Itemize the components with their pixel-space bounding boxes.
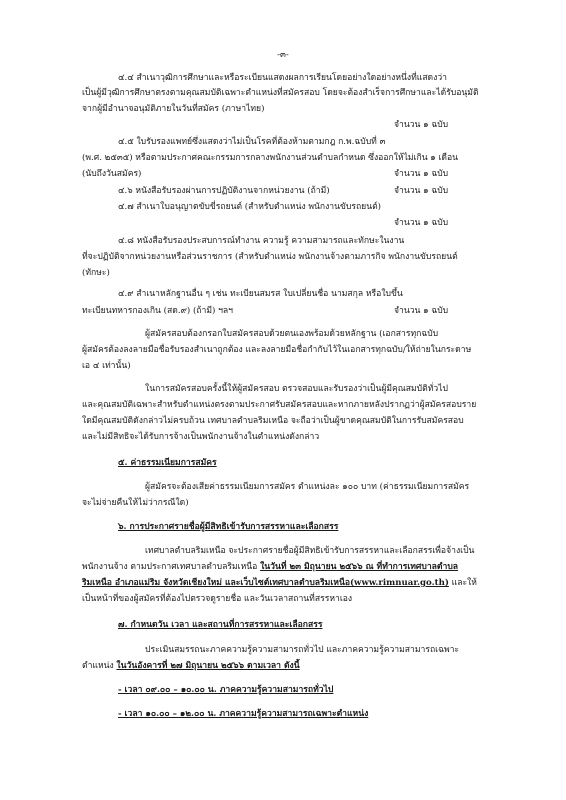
item-4-7-line-1: ๔.๗ สำเนาใบอนุญาตขับขี่รถยนต์ (สำหรับตำแหน่ง พนักงานขับรถยนต์) (118, 202, 382, 212)
item-4-9-line-2: ทะเบียนทหารกองเกิน (สด.๙) (ถ้ามี) ฯลฯ (82, 306, 233, 316)
section-5-heading: ๕. ค่าธรรมเนียมการสมัคร (118, 458, 217, 468)
section-7-line-1: ประเมินสมรรถนะภาคความรู้ความสามารถทั่วไป และภาคความรู้ความสามารถเฉพาะ (145, 645, 460, 655)
section-6-line-2-text: พนักงานจ้าง ตามประกาศเทศบาลตำบลริมเหนือ (82, 562, 258, 572)
item-4-4-count: จำนวน ๑ ฉบับ (394, 120, 449, 130)
item-4-9-count: จำนวน ๑ ฉบับ (394, 306, 449, 316)
item-4-7-count: จำนวน ๑ ฉบับ (394, 218, 449, 228)
verify-paragraph-line-4: และไม่มีสิทธิจะได้รับการจ้างเป็นพนักงานจ้างในตำแหน่งดังกล่าว (82, 432, 320, 442)
item-4-4-line-2: เป็นผู้มีวุฒิการศึกษาตรงตามคุณสมบัติเฉพาะตำแหน่งที่สมัครสอบ โดยจะต้องสำเร็จการศึกษาและได้รับอนุมัติ (82, 88, 479, 98)
section-5-line-2: จะไม่จ่ายคืนให้ไม่ว่ากรณีใด) (82, 498, 189, 508)
exam-date: ในวันอังคารที่ ๒๗ มิถุนายน ๒๕๖๖ ตามเวลา ดังนี้ (116, 661, 300, 671)
verify-paragraph-line-3: ใดมีคุณสมบัติดังกล่าวไม่ครบถ้วน เทศบาลตำบลริมเหนือ จะถือว่าเป็นผู้ขาดคุณสมบัติในการรับสมัครสอบ (82, 416, 464, 426)
section-5-line-1: ผู้สมัครจะต้องเสียค่าธรรมเนียมการสมัคร ตำแหน่งละ ๑๐๐ บาท (ค่าธรรมเนียมการสมัคร (145, 482, 470, 492)
item-4-5-line-2: (พ.ศ. ๒๕๓๕) หรือตามประกาศคณะกรรมการกลางพนักงานส่วนตำบลกำหนด ซึ่งออกให้ไม่เกิน ๑ เดือน (82, 153, 459, 163)
docs-paragraph-line-3: เอ ๔ เท่านั้น) (82, 361, 131, 371)
section-6-line-3 (82, 578, 477, 589)
section-6-line-3-text: และให้ (448, 578, 477, 588)
item-4-6-line-1: ๔.๖ หนังสือรับรองผ่านการปฏิบัติงานจากหน่วยงาน (ถ้ามี) (118, 186, 330, 196)
announcement-date: ในวันที่ ๒๓ มิถุนายน ๒๕๖๖ ณ ที่ทำการเทศบาลตำบล (260, 562, 459, 572)
verify-paragraph-line-1: ในการสมัครสอบครั้งนี้ให้ผู้สมัครสอบ ตรวจสอบและรับรองว่าเป็นผู้มีคุณสมบัติทั่วไป (145, 384, 448, 394)
item-4-4-line-3: จากผู้มีอำนาจอนุมัติภายในวันที่สมัคร (ภาษาไทย) (82, 104, 265, 114)
item-4-6-count: จำนวน ๑ ฉบับ (394, 186, 449, 196)
schedule-item: - เวลา ๐๙.๐๐ – ๑๐.๐๐ น. ภาคความรู้ความสามารถทั่วไป (118, 685, 334, 695)
section-7-line-2-text: ตำแหน่ง (82, 661, 117, 671)
docs-paragraph-line-2: ผู้สมัครต้องลงลายมือชื่อรับรองสำเนาถูกต้อง และลงลายมือชื่อกำกับไว้ในเอกสารทุกฉบับ/ให้ถ่ายในกระดาษ (82, 345, 472, 355)
section-7-heading: ๗. กำหนดวัน เวลา และสถานที่การสรรหาและเลือกสรร (118, 620, 323, 630)
schedule-item: - เวลา ๑๐.๐๐ – ๑๒.๐๐ น. ภาคความรู้ความสามารถเฉพาะตำแหน่ง (118, 709, 369, 719)
docs-paragraph-line-1: ผู้สมัครสอบต้องกรอกใบสมัครสอบด้วยตนเองพร้อมด้วยหลักฐาน (เอกสารทุกฉบับ (145, 329, 439, 339)
page-number: -๓- (277, 50, 289, 60)
verify-paragraph-line-2: และคุณสมบัติเฉพาะสำหรับตำแหน่งตรงตามประกาศรับสมัครสอบและหากภายหลังปรากฏว่าผู้สมัครสอบราย (82, 400, 477, 410)
item-4-8-line-1: ๔.๘ หนังสือรับรองประสบการณ์ทำงาน ความรู้ ความสามารถและทักษะในงาน (118, 236, 405, 246)
item-4-8-line-2: ที่จะปฏิบัติจากหน่วยงานหรือส่วนราชการ (สำหรับตำแหน่ง พนักงานจ้างตามภารกิจ พนักงานขับรถยนต์ (82, 252, 458, 262)
item-4-5-line-1: ๔.๕ ใบรับรองแพทย์ซึ่งแสดงว่าไม่เป็นโรคที่ต้องห้ามตามกฎ ก.พ.ฉบับที่ ๓ (118, 137, 386, 147)
item-4-5-line-3: (นับถึงวันสมัคร) (82, 169, 142, 179)
item-4-4-line-1: ๔.๔ สำเนาวุฒิการศึกษาและหรือระเบียนแสดงผลการเรียนโดยอย่างใดอย่างหนึ่งที่แสดงว่า (118, 73, 447, 83)
section-6-line-1: เทศบาลตำบลริมเหนือ จะประกาศรายชื่อผู้มีสิทธิเข้ารับการสรรหาและเลือกสรรเพื่อจ้างเป็น (145, 546, 475, 556)
section-6-line-4: เป็นหน้าที่ของผู้สมัครที่ต้องไปตรวจดูรายชื่อ และวันเวลาสถานที่สรรหาเอง (82, 594, 353, 604)
announcement-location: ริมเหนือ อำเภอแม่ริม จังหวัดเชียงใหม่ และเว็บไซต์เทศบาลตำบลริมเหนือ(www.rimnuar.go.th) (82, 578, 449, 588)
section-7-line-2 (82, 661, 300, 672)
section-6-heading: ๖. การประกาศรายชื่อผู้มีสิทธิเข้ารับการสรรหาและเลือกสรร (118, 522, 339, 532)
section-6-line-2 (82, 562, 458, 573)
item-4-5-count: จำนวน ๑ ฉบับ (394, 169, 449, 179)
item-4-8-line-3: (ทักษะ) (82, 268, 110, 278)
item-4-9-line-1: ๔.๙ สำเนาหลักฐานอื่น ๆ เช่น ทะเบียนสมรส ใบเปลี่ยนชื่อ นามสกุล หรือใบขึ้น (118, 289, 403, 299)
